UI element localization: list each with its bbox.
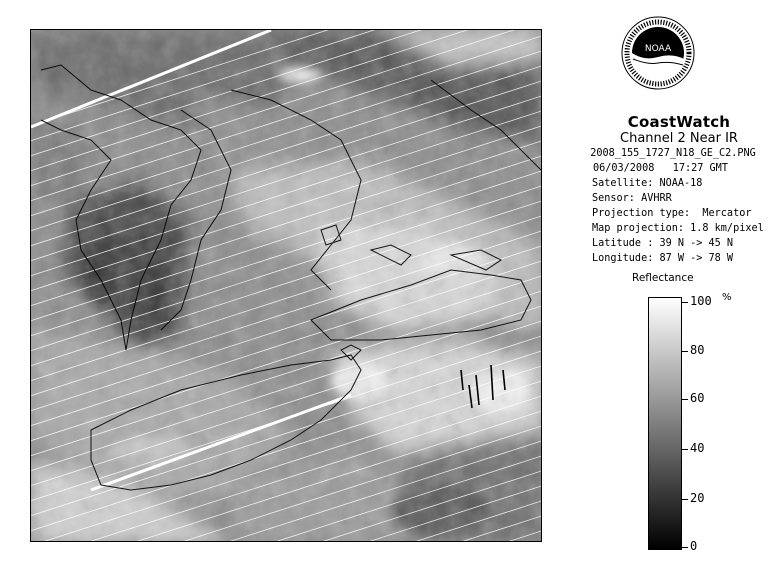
tick-mark <box>682 351 688 352</box>
latitude: Latitude : 39 N -> 45 N <box>592 238 734 249</box>
tick-mark <box>682 399 688 400</box>
tick-label: 0 <box>690 539 698 553</box>
date: 06/03/2008 <box>593 163 655 174</box>
satellite: Satellite: NOAA-18 <box>592 178 703 189</box>
legend-title: Reflectance <box>632 272 694 284</box>
tick-label: 80 <box>690 343 705 357</box>
satellite-image-svg <box>31 30 542 542</box>
tick-label: 60 <box>690 391 705 405</box>
tick-label: 100 <box>690 294 712 308</box>
tick-mark <box>682 499 688 500</box>
satellite-image[interactable] <box>30 29 542 542</box>
noaa-logo-icon <box>620 15 696 91</box>
map-projection: Map projection: 1.8 km/pixel <box>592 223 764 234</box>
colorbar <box>648 297 682 550</box>
tick-label: 20 <box>690 491 705 505</box>
legend-unit: % <box>722 292 732 303</box>
info-panel <box>565 113 775 266</box>
noaa-logo-text: NOAA <box>644 44 672 54</box>
tick-mark <box>682 547 688 548</box>
longitude: Longitude: 87 W -> 78 W <box>592 253 734 264</box>
projection-type: Projection type: Mercator <box>592 208 752 219</box>
sensor: Sensor: AVHRR <box>592 193 672 204</box>
tick-mark <box>682 449 688 450</box>
tick-mark <box>682 302 688 303</box>
noaa-logo <box>620 15 696 115</box>
channel-title: Channel 2 Near IR <box>620 131 738 146</box>
date-time <box>593 161 775 176</box>
filename: 2008_155_1727_N18_GE_C2.PNG <box>590 148 756 159</box>
tick-label: 40 <box>690 441 705 455</box>
time: 17:27 GMT <box>672 163 728 174</box>
brand-title: CoastWatch <box>627 113 731 131</box>
